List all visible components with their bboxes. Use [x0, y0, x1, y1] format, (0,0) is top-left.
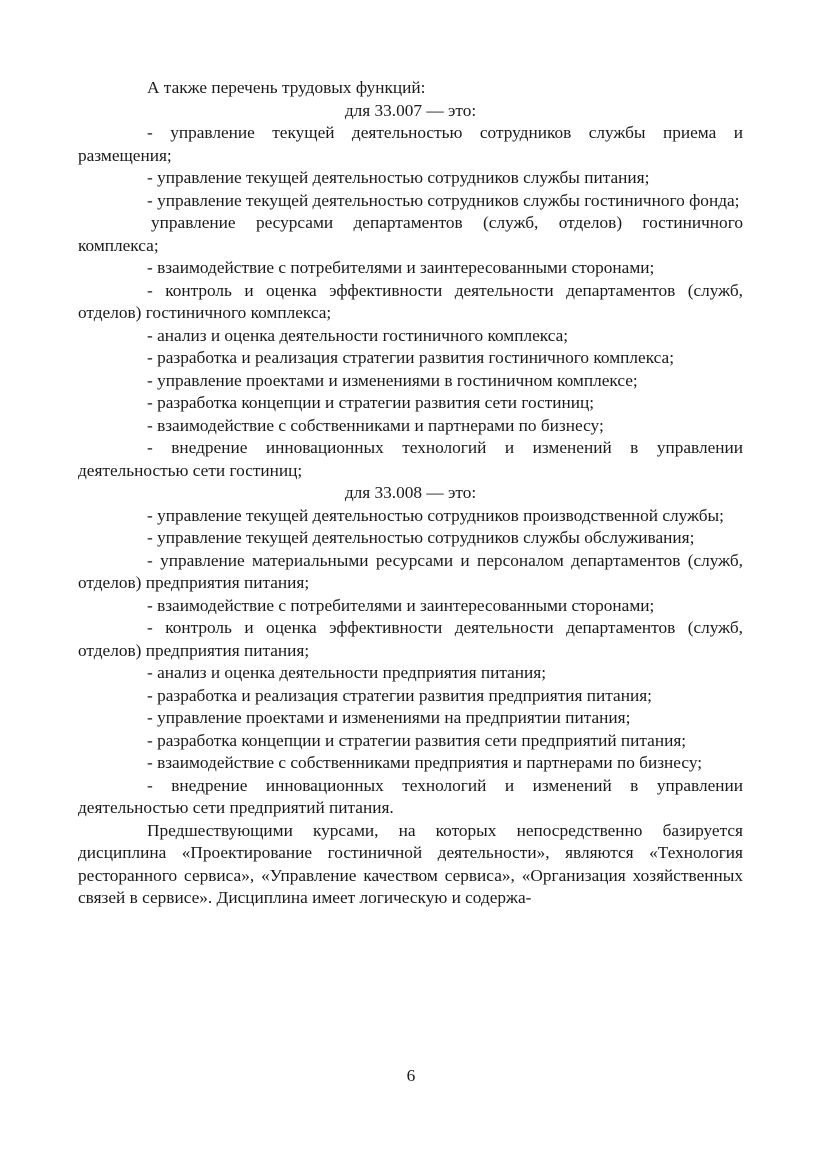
section-heading-33-008: для 33.008 — это:: [344, 483, 477, 502]
section-heading-33-007: для 33.007 — это:: [344, 100, 477, 120]
list-item: - разработка и реализация стратегии развития гостиничного комплекса;: [147, 348, 675, 367]
list-item: - управление проектами и изменениями на предприятии питания;: [147, 708, 631, 727]
document-page: [78, 77, 743, 910]
list-item: - анализ и оценка деятельности предприятия питания;: [147, 663, 547, 682]
list-item: - разработка концепции и стратегии развития сети гостиниц;: [147, 393, 595, 412]
list-item: - управление текущей деятельностью сотрудников производственной службы;: [147, 505, 724, 525]
list-item: - управление текущей деятельностью сотрудников службы питания;: [147, 168, 650, 187]
list-item: - контроль и оценка эффективности деятельности департаментов (служб, отделов) гостиничного комплекса;: [78, 280, 743, 322]
list-item: управление ресурсами департаментов (служб, отделов) гостиничного комплекса;: [78, 213, 743, 255]
list-item: - взаимодействие с потребителями и заинтересованными сторонами;: [147, 258, 655, 277]
list-item: - управление материальными ресурсами и персоналом департаментов (служб, отделов) предприятия питания;: [78, 550, 743, 592]
closing-paragraph: Предшествующими курсами, на которых непосредственно базируется дисциплина «Проектирование гостиничной деятельности», являются «Технология ресторанного сервиса», «Управление качеством сервиса», «Организация хозяйственных связей в сервисе». Дисциплина имеет логическую и содержа-: [78, 820, 743, 907]
intro-paragraph: А также перечень трудовых функций:: [147, 78, 426, 97]
list-item: - разработка и реализация стратегии развития предприятия питания;: [147, 685, 652, 705]
list-item: - управление текущей деятельностью сотрудников службы приема и размещения;: [78, 123, 743, 165]
page-number: 6: [406, 1066, 416, 1085]
list-item: - взаимодействие с собственниками предприятия и партнерами по бизнесу;: [147, 753, 703, 772]
list-item: - управление текущей деятельностью сотрудников службы гостиничного фонда;: [147, 190, 740, 210]
list-item: - разработка концепции и стратегии развития сети предприятий питания;: [147, 730, 687, 750]
list-item: - внедрение инновационных технологий и изменений в управлении деятельностью сети гостиниц;: [78, 438, 743, 480]
list-item: - управление текущей деятельностью сотрудников службы обслуживания;: [147, 528, 695, 547]
list-item: - внедрение инновационных технологий и изменений в управлении деятельностью сети предприятий питания.: [78, 775, 743, 817]
list-item: - управление проектами и изменениями в гостиничном комплексе;: [147, 370, 638, 390]
list-item: - контроль и оценка эффективности деятельности департаментов (служб, отделов) предприятия питания;: [78, 618, 743, 660]
list-item: - взаимодействие с потребителями и заинтересованными сторонами;: [147, 595, 655, 615]
list-item: - взаимодействие с собственниками и партнерами по бизнесу;: [147, 415, 604, 435]
list-item: - анализ и оценка деятельности гостиничного комплекса;: [147, 325, 569, 345]
